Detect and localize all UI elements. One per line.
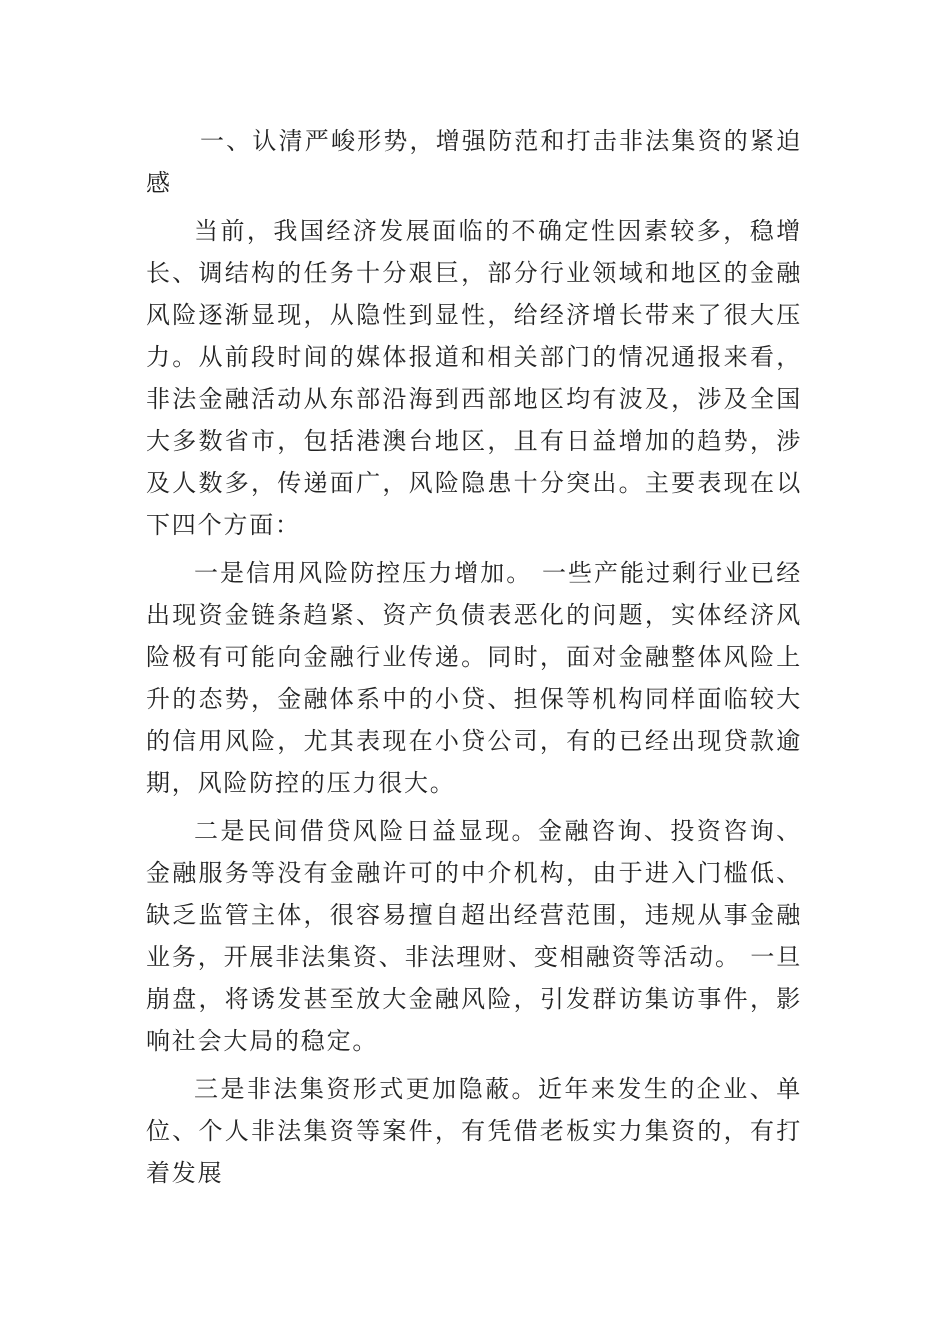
paragraph-credit-risk: 一是信用风险防控压力增加。 一些产能过剩行业已经出现资金链条趋紧、资产负债表恶化的问题，实体经济风险极有可能向金融行业传递。同时，面对金融整体风险上升的态势，金融体系中的小贷、担保等机构同样面临较大的信用风险，尤其表现在小贷公司，有的已经出现贷款逾期，风险防控的压力很大。	[146, 559, 802, 797]
paragraph-hidden-forms: 三是非法集资形式更加隐蔽。近年来发生的企业、单位、个人非法集资等案件，有凭借老板实力集资的，有打着发展	[146, 1075, 802, 1187]
paragraph-private-lending: 二是民间借贷风险日益显现。金融咨询、投资咨询、金融服务等没有金融许可的中介机构，由于进入门槛低、缺乏监管主体，很容易擅自超出经营范围，违规从事金融业务，开展非法集资、非法理财、变相融资等活动。 一旦崩盘，将诱发甚至放大金融风险，引发群访集访事件，影响社会大局的稳定。	[146, 817, 802, 1055]
document-body	[146, 120, 802, 1194]
section-heading: 一、认清严峻形势，增强防范和打击非法集资的紧迫感	[146, 127, 802, 197]
paragraph-current-situation: 当前，我国经济发展面临的不确定性因素较多，稳增长、调结构的任务十分艰巨，部分行业领域和地区的金融风险逐渐显现，从隐性到显性，给经济增长带来了很大压力。从前段时间的媒体报道和相关部门的情况通报来看，非法金融活动从东部沿海到西部地区均有波及，涉及全国大多数省市，包括港澳台地区，且有日益增加的趋势，涉及人数多，传递面广，风险隐患十分突出。主要表现在以下四个方面：	[146, 217, 802, 539]
